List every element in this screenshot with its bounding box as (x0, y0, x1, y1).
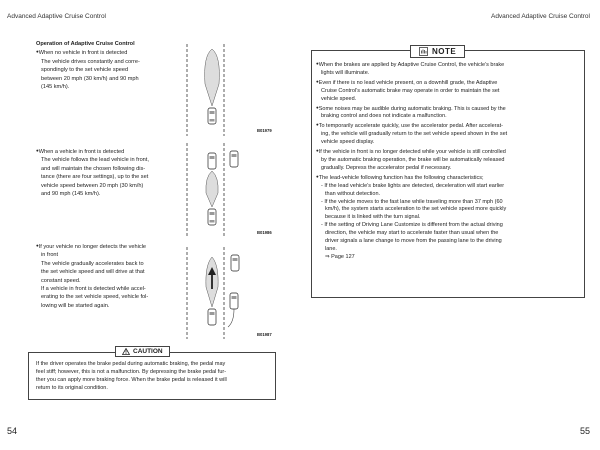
section-block-1 (36, 40, 182, 91)
note-line: lane. (325, 245, 337, 252)
body-line: tance (there are four settings), up to the set (41, 174, 149, 181)
note-line: ● To temporarily accelerate quickly, use the accelerator pedal. After accelerat- (316, 121, 578, 131)
body-line: The vehicle gradually accelerates back to (41, 260, 144, 267)
note-line: ● The lead-vehicle following function has the following characteristics; (316, 173, 578, 183)
note-line: ● Some noises may be audible during automatic braking. This is caused by the (316, 104, 578, 114)
body-line: The vehicle drives constantly and corre- (41, 58, 140, 65)
page-number-left: 54 (7, 426, 18, 436)
caution-line: feel stiff; however, this is not a malfunction. By depressing the brake pedal fur- (36, 369, 227, 375)
figure-code: B01979 (257, 128, 272, 133)
body-line: the set vehicle speed and will drive at that (41, 269, 145, 276)
body-line: in front (41, 252, 59, 259)
body-line: lowing will be started again. (41, 302, 110, 309)
body-line: If a vehicle in front is detected while accel- (41, 286, 146, 293)
note-label: NOTE (432, 47, 457, 56)
caution-label-tag (115, 346, 170, 357)
note-line: gradually. Depress the accelerator pedal if necessary. (321, 164, 452, 171)
note-line: vehicle speed display. (321, 139, 375, 146)
caution-text (36, 360, 270, 392)
note-line: lights will illuminate. (321, 69, 370, 76)
body-line: between 20 mph (30 km/h) and 90 mph (41, 75, 139, 82)
note-line: because it is linked with the turn signal. (325, 214, 421, 221)
figure-following (184, 143, 254, 238)
note-list (316, 60, 578, 262)
caution-line: If the driver operates the brake pedal during automatic braking, the pedal may (36, 361, 226, 367)
figure-no-vehicle (184, 44, 254, 136)
note-line: km/h), the system starts acceleration to the set vehicle speed more quickly (325, 206, 507, 213)
caution-line: ther you can apply more braking force. When the brake pedal is released it will (36, 377, 227, 383)
warning-triangle-icon (122, 348, 130, 355)
note-line: - If the lead vehicle’s brake lights are detected, deceleration will start earlier (321, 182, 505, 189)
body-line: constant speed. (41, 277, 81, 284)
body-line: spondingly to the set vehicle speed (41, 67, 129, 74)
note-line: than without detection. (325, 190, 381, 197)
note-line: ● Even if there is no lead vehicle present, on a downhill grade, the Adaptive (316, 78, 578, 88)
header-left: Advanced Adaptive Cruise Control (7, 13, 107, 20)
note-line: ing, the vehicle will gradually return to the set vehicle speed shown in the set (321, 131, 508, 138)
note-line: driver signals a lane change to move from the passing lane to the driving (325, 238, 502, 245)
body-line: and will maintain the chosen following dis- (41, 165, 146, 172)
note-line: by the automatic braking operation, the brake will be automatically released (321, 156, 505, 163)
note-line: ● If the vehicle in front is no longer detected while your vehicle is still controlled (316, 147, 578, 157)
note-box (311, 47, 585, 298)
bullet-no-vehicle: ● When no vehicle in front is detected (36, 48, 182, 57)
caution-line: return to its original condition. (36, 385, 108, 391)
figure-code: B01987 (257, 332, 272, 337)
bullet-no-longer-detected: ● If your vehicle no longer detects the vehicle (36, 242, 182, 251)
figure-code: B01986 (257, 230, 272, 235)
page-number-right: 55 (579, 426, 590, 436)
body-line: and 90 mph (145 km/h). (41, 191, 101, 198)
header-right: Advanced Adaptive Cruise Control (490, 13, 590, 20)
note-line: vehicle speed. (321, 95, 357, 102)
section-block-2 (36, 147, 182, 198)
bullet-vehicle-detected: ● When a vehicle in front is detected (36, 147, 182, 156)
note-line: - If the vehicle moves to the fast lane while traveling more than 37 mph (60 (321, 198, 503, 205)
note-line: braking control and does not indicate a malfunction. (321, 113, 447, 120)
body-line: The vehicle follows the lead vehicle in front, (41, 157, 149, 164)
body-line: (145 km/h). (41, 84, 70, 91)
body-line: vehicle speed between 20 mph (30 km/h) (41, 182, 144, 189)
caution-box (28, 348, 276, 400)
note-line: direction, the vehicle may start to accelerate faster than usual when the (325, 230, 499, 237)
note-label-tag (410, 45, 465, 58)
figure-lane-change (184, 247, 254, 339)
section-title: Operation of Adaptive Cruise Control (36, 41, 135, 47)
note-hand-icon (419, 47, 428, 56)
note-line: ⇒ Page 127 (325, 253, 355, 260)
body-line: erating to the set vehicle speed, vehicle fol- (41, 294, 149, 301)
note-line: ● When the brakes are applied by Adaptive Cruise Control, the vehicle’s brake (316, 60, 578, 70)
note-line: - If the setting of Driving Lane Customize is different from the actual driving (321, 222, 503, 229)
caution-label: CAUTION (133, 348, 163, 355)
section-block-3 (36, 242, 182, 310)
note-line: Cruise Control’s automatic brake may operate in order to maintain the set (321, 87, 500, 94)
